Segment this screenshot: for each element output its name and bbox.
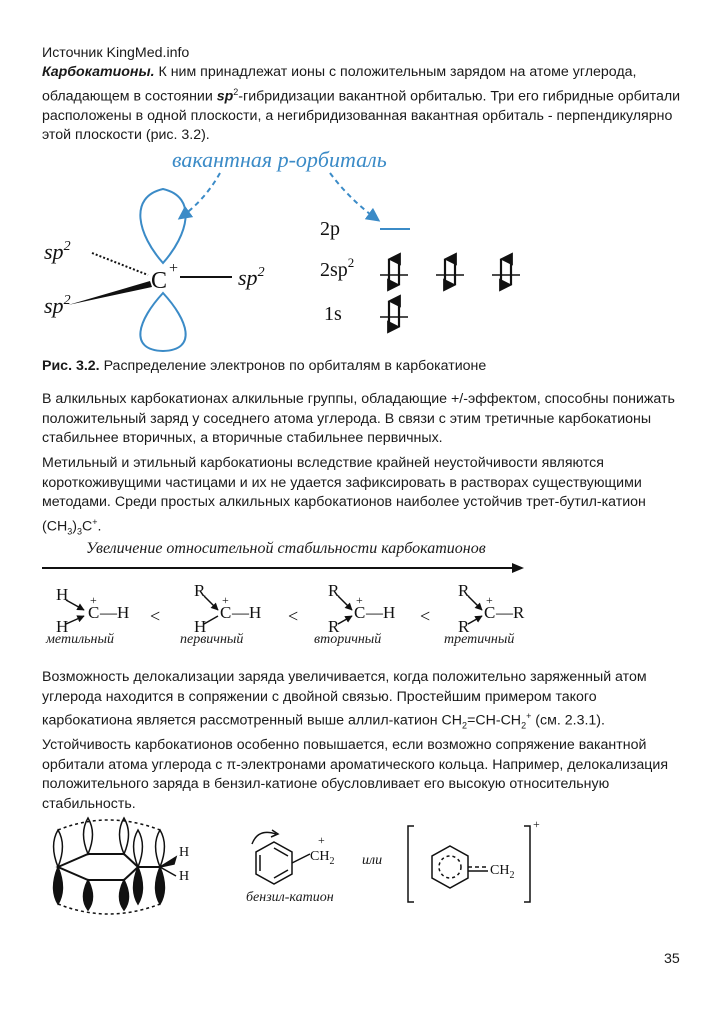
paragraph-delocalization: [42, 668, 690, 814]
svg-text:R: R: [194, 581, 206, 600]
caption-text: Распределение электронов по орбиталям в карбокатионе: [99, 358, 487, 374]
benzyl-ch2: $CH_2$: [310, 849, 335, 867]
para3-sub-1: 2: [462, 720, 468, 731]
para3-plus: +: [526, 711, 532, 721]
source-line: Источник KingMed.info: [42, 45, 190, 61]
svg-text:H: H: [194, 617, 207, 636]
level-2sp2: $2sp^2$: [320, 255, 355, 281]
carbon-charge: +: [169, 260, 179, 277]
secondary-cation: [328, 581, 395, 636]
bracket-ch2: $CH_2$: [490, 863, 515, 881]
intro-text-b: -гибридизации вакантной орбиталью. Три его гибридные орбитали расположены в одной плоскости, а негибридизованная вакантная орбиталь - перпендикулярно этой плоскости (рис. 3.2).: [42, 88, 681, 144]
caption-label: Рис. 3.2.: [42, 358, 100, 374]
vacant-orbital-label: вакантная p-орбиталь: [172, 147, 387, 172]
intro-text-a: К ним принадлежат ионы с положительным зарядом на атоме углерода, обладающем в состоянии: [42, 64, 637, 105]
svg-text:+: +: [90, 593, 97, 607]
wedge-bond: [68, 281, 152, 305]
svg-text:H: H: [56, 585, 69, 604]
stability-arrow: [42, 562, 526, 574]
sp2-left-top: $sp^2$: [44, 239, 71, 264]
bracket-plus: +: [533, 817, 540, 831]
svg-text:C: C: [484, 603, 496, 622]
benzyl-cation-label: бензил-катион: [246, 890, 334, 905]
svg-text:R: R: [458, 617, 470, 636]
less-than-2: <: [288, 606, 299, 626]
svg-text:+: +: [356, 593, 363, 607]
upper-lobe: [140, 189, 185, 263]
orbital-cell-2sp2-3: [492, 259, 520, 285]
svg-text:—H: —H: [232, 603, 262, 622]
label-tertiary: третичный: [444, 632, 515, 647]
benzyl-h-top: H: [179, 845, 190, 860]
stability-title: Увеличение относительной стабильности карбокатионов: [86, 540, 486, 557]
page-number: 35: [664, 951, 680, 967]
svg-text:—R: —R: [496, 603, 525, 622]
svg-text:C: C: [220, 603, 232, 622]
benzyl-h-bottom: H: [179, 869, 190, 884]
dashed-bond: [92, 253, 148, 275]
label-methyl: метильный: [46, 632, 114, 647]
orbital-overlap-drawing: [54, 818, 177, 914]
figure-caption: [42, 357, 486, 377]
level-1s: 1s: [324, 303, 342, 325]
intro-paragraph: [42, 63, 690, 146]
svg-text:R: R: [328, 581, 340, 600]
label-primary: первичный: [180, 632, 244, 647]
intro-term: Карбокатионы.: [42, 64, 155, 80]
svg-text:R: R: [458, 581, 470, 600]
svg-text:—H: —H: [366, 603, 396, 622]
svg-text:R: R: [328, 617, 340, 636]
benzene-ring: [252, 830, 310, 884]
paragraph-alkyl: В алкильных карбокатионах алкильные группы, обладающие +/-эффектом, способны понижать положительный заряд у соседнего атома углерода. В связи с этим третичные карбокатионы стабильнее вторичных, а вторичные стабильнее первичных.: [42, 391, 675, 446]
svg-text:+: +: [486, 593, 493, 607]
arrow-to-2p: [330, 173, 378, 220]
sp2-left-bottom: $sp^2$: [44, 293, 71, 318]
para3-sub-2: 2: [521, 720, 527, 731]
para2-plus: +: [92, 516, 98, 527]
svg-text:+: +: [222, 593, 229, 607]
tertiary-cation: [458, 581, 525, 636]
orbital-cell-2sp2-1: [380, 259, 408, 285]
para2-end: C: [81, 518, 93, 535]
para3-mid: =CH-CH: [467, 712, 522, 729]
resonance-bracket-structure: [408, 826, 530, 902]
para2-sub-b: 3: [76, 526, 82, 537]
svg-text:—H: —H: [100, 603, 130, 622]
para3-text-b: (см. 2.3.1). Устойчивость карбокатионов особенно повышается, если возможно сопряжение вакантной орбитали атома углерода с π-электронами ароматического кольца. Например, делокализация положительного заряда в бензил-катионе обусловливает его высокую относительную стабильность.: [42, 712, 669, 812]
svg-text:C: C: [88, 603, 100, 622]
primary-cation: [194, 581, 261, 636]
para2-dot: .: [97, 518, 102, 535]
intro-sup: 2: [233, 86, 239, 97]
para3-text-a: Возможность делокализации заряда увеличивается, когда положительно заряженный атом углерода находится в сопряжении с двойной связью. Простейшим примером такого карбокатиона является рассмотренный выше аллил-катион CH: [42, 669, 647, 729]
lower-lobe: [140, 293, 185, 351]
svg-text:H: H: [56, 617, 69, 636]
orbital-cell-1s: [380, 301, 408, 327]
benzyl-plus: +: [318, 833, 325, 847]
figure-orbitals: [30, 145, 550, 350]
or-word: или: [362, 853, 383, 868]
sp2-right: $sp^2$: [238, 265, 265, 290]
svg-text:C: C: [354, 603, 366, 622]
less-than-1: <: [150, 606, 161, 626]
para2-sub-a: 3: [67, 526, 73, 537]
para2-tail: ): [72, 518, 77, 535]
intro-sp: sp: [216, 88, 234, 105]
label-secondary: вторичный: [314, 632, 382, 647]
level-2p: 2p: [320, 218, 340, 240]
carbon-symbol: C: [151, 268, 168, 294]
methyl-cation: [56, 585, 129, 636]
para2-text: Метильный и этильный карбокатионы вследствие крайней неустойчивости являются короткоживущими частицами и их не удается зафиксировать в растворах существующими методами. Среди простых алкильных карбокатионов наиболее устойчив трет-бутил-катион (CH: [42, 455, 646, 535]
orbital-cell-2sp2-2: [436, 259, 464, 285]
paragraph-methyl: [42, 454, 690, 542]
less-than-3: <: [420, 606, 431, 626]
